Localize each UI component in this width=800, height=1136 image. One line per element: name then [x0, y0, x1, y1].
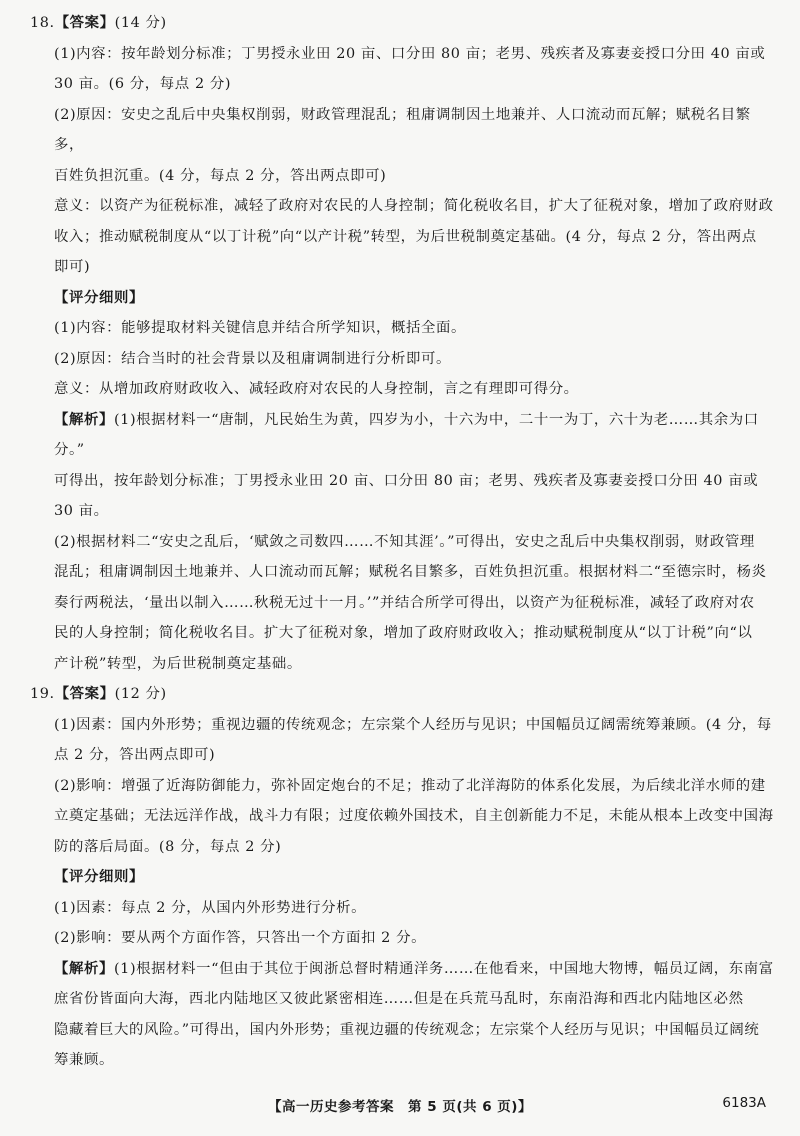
q18-answer-line: 百姓负担沉重。(4 分，每点 2 分，答出两点即可) [54, 167, 387, 184]
q18-answer-line: 收入；推动赋税制度从“以丁计税”向“以产计税”转型，为后世税制奠定基础。(4 分，每点 2 分，答出两点 [54, 228, 757, 245]
page-content [30, 8, 774, 1076]
q18-answer-line: (2)原因：安史之乱后中央集权削弱，财政管理混乱；租庸调制因土地兼并、人口流动而瓦解；赋税名目繁多， [54, 106, 751, 153]
q18-analysis-line: (2)根据材料二“安史之乱后，‘赋敛之司数四……不知其涯’。”可得出，安史之乱后中央集权削弱，财政管理 [54, 533, 755, 550]
q19-analysis-line: 庶省份皆面向大海，西北内陆地区又彼此紧密相连……但是在兵荒马乱时，东南沿海和西北内陆地区必然 [54, 991, 744, 1007]
q18-answer-line: (1)内容：按年龄划分标准；丁男授永业田 20 亩、口分田 80 亩；老男、残疾者及寡妻妾授口分田 40 亩或 [54, 45, 766, 62]
q18-analysis-line: 混乱；租庸调制因土地兼并、人口流动而瓦解；赋税名目繁多，百姓负担沉重。根据材料二“至德宗时，杨炎 [54, 564, 767, 580]
q19-heading [30, 679, 774, 710]
q19-answer-line: 立奠定基础；无法远洋作战，战斗力有限；过度依赖外国技术，自主创新能力不足，未能从根本上改变中国海 [54, 808, 774, 824]
q19-answer-line: 防的落后局面。(8 分，每点 2 分) [54, 838, 282, 855]
q18-answer-line: 即可) [54, 259, 91, 275]
footer-page-info: 【高一历史参考答案 第 5 页(共 6 页)】 [268, 1099, 532, 1115]
q19-rubric-heading [30, 862, 774, 893]
q19-number: 19. [30, 686, 55, 702]
q19-rubric-line: (2)影响：要从两个方面作答，只答出一个方面扣 2 分。 [54, 930, 427, 946]
q18-analysis-line: 30 亩。 [54, 503, 109, 519]
footer-doc-code: 6183A [722, 1095, 766, 1111]
q18-heading [30, 8, 774, 39]
q18-analysis-line: 民的人身控制；简化税收名目。扩大了征税对象，增加了政府财政收入；推动赋税制度从“以丁计税”向“以 [54, 625, 753, 641]
q19-answer-line: 点 2 分，答出两点即可) [54, 747, 216, 763]
q18-rubric-line: (1)内容：能够提取材料关键信息并结合所学知识，概括全面。 [54, 320, 466, 336]
q19-rubric-line: (1)因素：每点 2 分，从国内外形势进行分析。 [54, 899, 367, 916]
q18-analysis-tag: 【解析】 [54, 411, 114, 428]
q18-number: 18. [30, 15, 55, 31]
q19-analysis-line: 隐藏着巨大的风险。”可得出，国内外形势；重视边疆的传统观念；左宗棠个人经历与见识；中国幅员辽阔统 [54, 1021, 760, 1038]
q18-answer-line: 意义：以资产为征税标准，减轻了政府对农民的人身控制；简化税收名目，扩大了征税对象，增加了政府财政 [54, 198, 774, 214]
q18-rubric-line: 意义：从增加政府财政收入、减轻政府对农民的人身控制，言之有理即可得分。 [54, 381, 579, 397]
q18-answer-line: 30 亩。(6 分，每点 2 分) [54, 76, 232, 92]
q19-answer-tag: 【答案】 [54, 686, 115, 702]
q19-score: (12 分) [114, 686, 167, 702]
q18-answer-tag: 【答案】 [54, 15, 115, 31]
q18-rubric-line: (2)原因：结合当时的社会背景以及租庸调制进行分析即可。 [54, 350, 451, 367]
q18-analysis-text: (1)根据材料一“唐制，凡民始生为黄，四岁为小，十六为中，二十一为丁，六十为老……其余为口分。” [54, 411, 759, 458]
q18-analysis-line [30, 405, 774, 466]
q18-analysis-line: 奏行两税法，‘量出以制入……秋税无过十一月。’”并结合所学可得出，以资产为征税标准，减轻了政府对农 [54, 594, 755, 611]
q19-analysis-line: 筹兼顾。 [54, 1052, 114, 1068]
q19-analysis-line [30, 954, 774, 985]
page-footer [0, 1095, 800, 1123]
q18-analysis-line: 可得出，按年龄划分标准；丁男授永业田 20 亩、口分田 80 亩；老男、残疾者及寡妻妾授口分田 40 亩或 [54, 472, 759, 489]
q19-analysis-tag: 【解析】 [54, 960, 114, 977]
q19-answer-line: (1)因素：国内外形势；重视边疆的传统观念；左宗棠个人经历与见识；中国幅员辽阔需统筹兼顾。(4 分，每 [54, 716, 772, 733]
q19-analysis-text: (1)根据材料一“但由于其位于闽浙总督时精通洋务……在他看来，中国地大物博，幅员辽阔，东南富 [113, 960, 774, 977]
q18-score: (14 分) [114, 15, 167, 31]
q18-analysis-line: 产计税”转型，为后世税制奠定基础。 [54, 655, 302, 672]
q18-rubric-tag: 【评分细则】 [54, 289, 144, 306]
q19-answer-line: (2)影响：增强了近海防御能力，弥补固定炮台的不足；推动了北洋海防的体系化发展，为后续北洋水师的建 [54, 777, 766, 794]
q19-rubric-tag: 【评分细则】 [54, 869, 144, 885]
q18-rubric-heading [30, 283, 774, 314]
